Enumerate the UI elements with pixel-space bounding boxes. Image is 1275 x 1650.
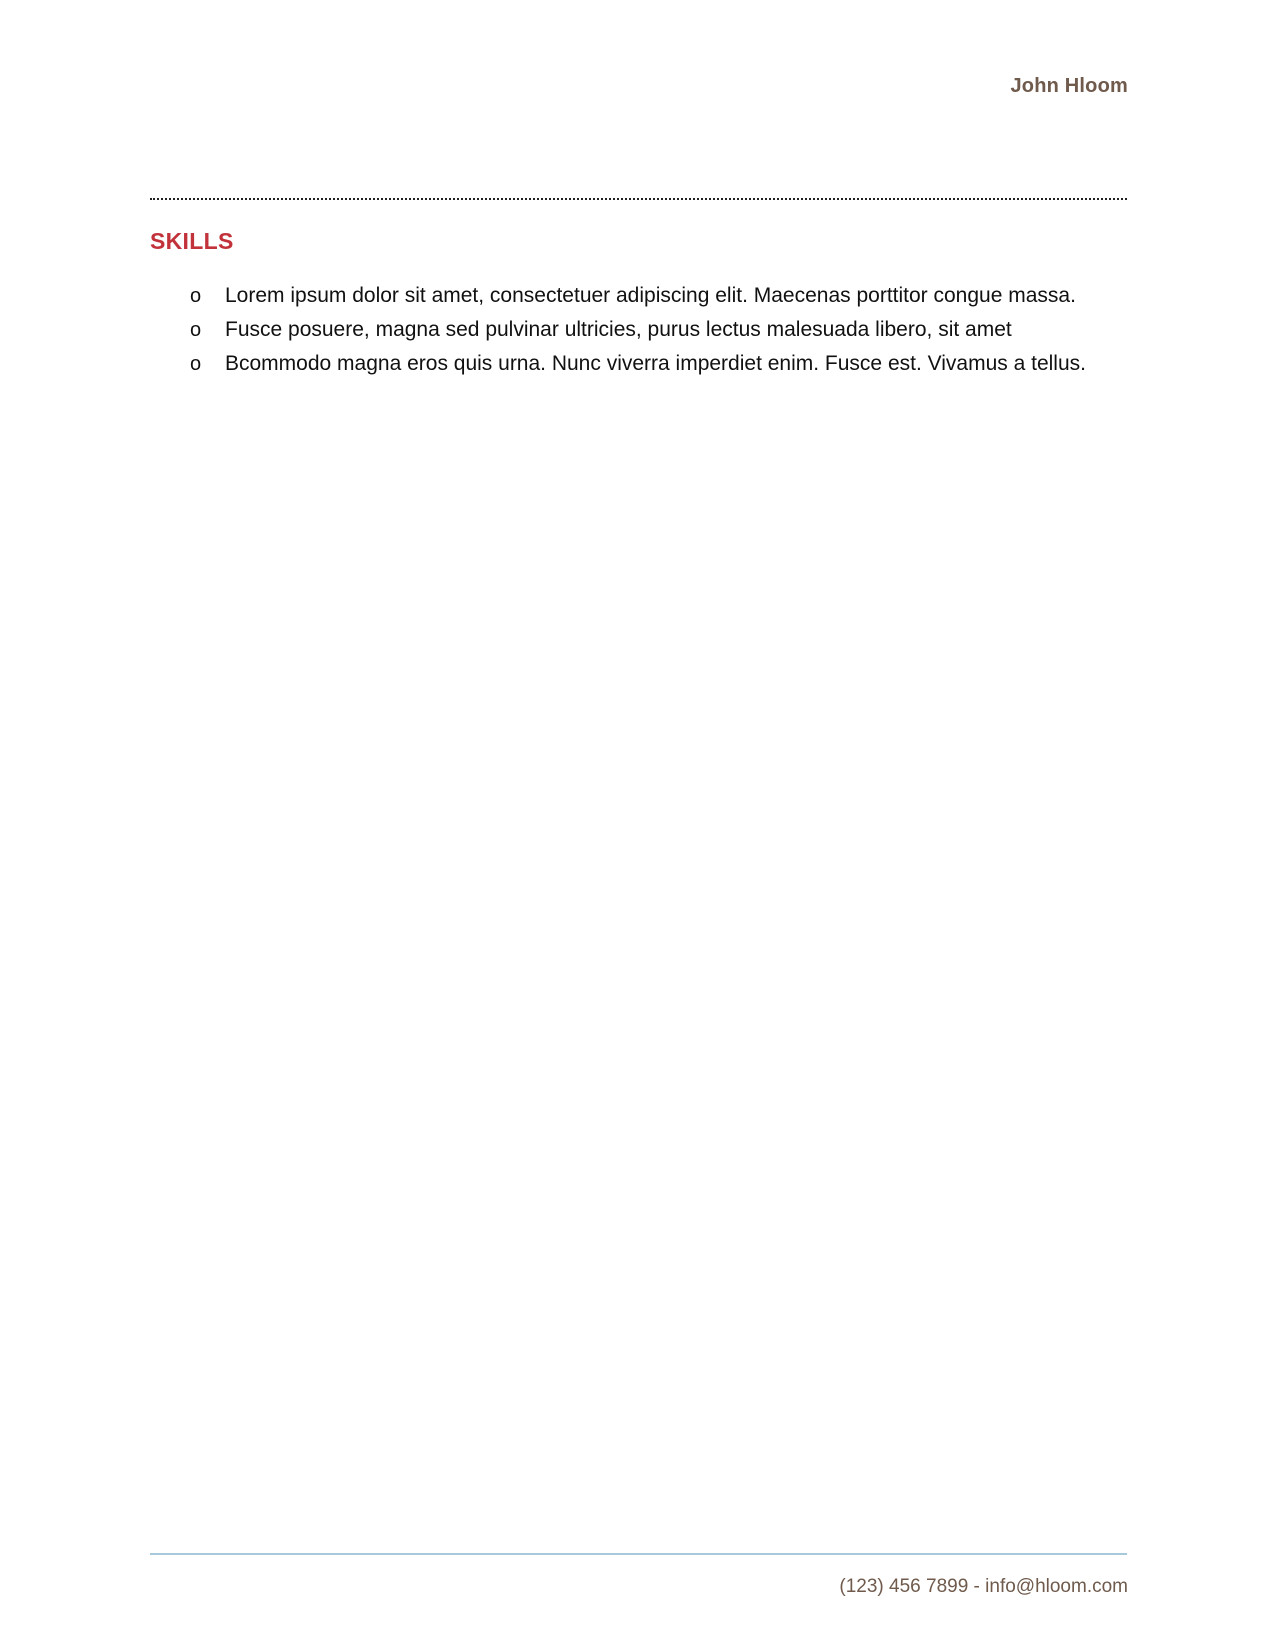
hollow-bullet-icon: o	[190, 285, 202, 307]
skills-list	[150, 279, 1130, 381]
hollow-bullet-icon: o	[190, 353, 202, 375]
skills-list-item	[150, 313, 1130, 347]
skills-section-title: SKILLS	[150, 228, 234, 254]
header-name: John Hloom	[1010, 75, 1128, 97]
skills-list-item	[150, 347, 1130, 381]
section-divider	[150, 198, 1127, 200]
skill-text: Lorem ipsum dolor sit amet, consectetuer adipiscing elit. Maecenas porttitor congue massa.	[225, 284, 1076, 307]
skills-list-item	[150, 279, 1130, 313]
skill-text: Bcommodo magna eros quis urna. Nunc viverra imperdiet enim. Fusce est. Vivamus a tellus.	[225, 352, 1086, 375]
footer-contact: (123) 456 7899 - info@hloom.com	[839, 1576, 1128, 1597]
hollow-bullet-icon: o	[190, 319, 202, 341]
footer-rule	[150, 1553, 1127, 1555]
skill-text: Fusce posuere, magna sed pulvinar ultricies, purus lectus malesuada libero, sit amet	[225, 318, 1012, 341]
